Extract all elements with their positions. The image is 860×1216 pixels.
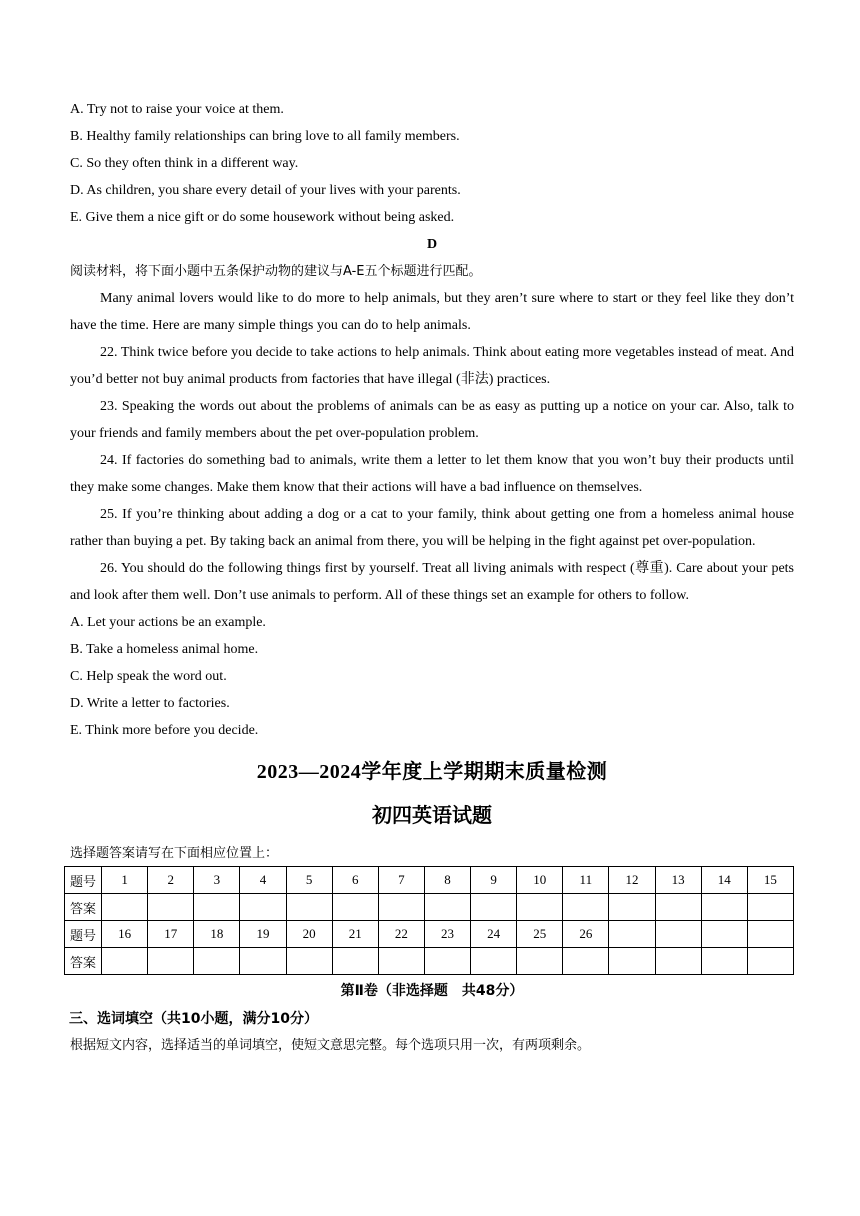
question-number-cell: 22	[378, 921, 424, 948]
question-number-cell: 14	[701, 867, 747, 894]
answer-cell[interactable]	[563, 894, 609, 921]
answer-cell[interactable]	[148, 894, 194, 921]
question-number-cell: 5	[286, 867, 332, 894]
answer-cell	[701, 948, 747, 975]
question-number-cell: 26	[563, 921, 609, 948]
option-line: E. Think more before you decide.	[70, 723, 259, 738]
question-number-cell: 13	[655, 867, 701, 894]
answer-cell[interactable]	[286, 948, 332, 975]
question-number-cell: 17	[148, 921, 194, 948]
option-line: A. Try not to raise your voice at them.	[70, 102, 284, 117]
document-page	[70, 96, 794, 1059]
answer-cell[interactable]	[194, 948, 240, 975]
question-number-cell: 6	[332, 867, 378, 894]
option-line: B. Take a homeless animal home.	[70, 642, 259, 657]
question-number-cell: 25	[517, 921, 563, 948]
answer-cell[interactable]	[424, 894, 470, 921]
question-number-cell: 20	[286, 921, 332, 948]
answer-cell[interactable]	[378, 948, 424, 975]
question-number-cell: 24	[471, 921, 517, 948]
passage-item-25: 25. If you’re thinking about adding a dog or a cat to your family, think about getting one from a homeless animal house rather than buying a pet. By taking back an animal from there, you will be helping in the fight against pet over-population.	[70, 507, 794, 549]
question-number-cell: 21	[332, 921, 378, 948]
answer-cell[interactable]	[701, 894, 747, 921]
table-header-cell: 答案	[65, 948, 102, 975]
question-number-cell: 2	[148, 867, 194, 894]
answer-cell[interactable]	[240, 948, 286, 975]
question-number-cell	[747, 921, 793, 948]
option-line: D. Write a letter to factories.	[70, 696, 230, 711]
passage-item-26: 26. You should do the following things first by yourself. Treat all living animals with respect (尊重). Care about your pets and look after them well. Don’t use animals to perform. All of these things set an example for others to follow.	[70, 561, 794, 603]
question-number-cell: 10	[517, 867, 563, 894]
passage-item-23: 23. Speaking the words out about the problems of animals can be as easy as putting up a notice on your car. Also, talk to your friends and family members about the pet over-population problem.	[70, 399, 794, 441]
answer-table	[64, 866, 794, 975]
answer-cell	[655, 948, 701, 975]
passage-item-22: 22. Think twice before you decide to take actions to help animals. Think about eating more vegetables instead of meat. And you’d better not buy animal products from factories that have illegal (非法) practices.	[70, 345, 794, 387]
question-number-cell: 18	[194, 921, 240, 948]
answer-cell[interactable]	[471, 948, 517, 975]
table-row	[65, 867, 794, 894]
answer-cell[interactable]	[517, 894, 563, 921]
heading-options-list	[70, 609, 794, 744]
table-row	[65, 921, 794, 948]
part2-heading: 第Ⅱ卷（非选择题 共48分）	[340, 983, 524, 999]
question-number-cell	[655, 921, 701, 948]
answer-cell[interactable]	[194, 894, 240, 921]
question-number-cell: 19	[240, 921, 286, 948]
answer-note: 选择题答案请写在下面相应位置上：	[70, 846, 279, 861]
answer-cell[interactable]	[148, 948, 194, 975]
question-number-cell: 1	[102, 867, 148, 894]
answer-cell[interactable]	[747, 894, 793, 921]
answer-cell[interactable]	[102, 948, 148, 975]
question-number-cell: 4	[240, 867, 286, 894]
question-number-cell: 8	[424, 867, 470, 894]
option-line: E. Give them a nice gift or do some housework without being asked.	[70, 210, 455, 225]
answer-cell[interactable]	[102, 894, 148, 921]
option-line: C. So they often think in a different way.	[70, 156, 299, 171]
question-number-cell: 15	[747, 867, 793, 894]
answer-cell[interactable]	[563, 948, 609, 975]
answer-cell[interactable]	[286, 894, 332, 921]
table-header-cell: 题号	[65, 867, 102, 894]
answer-cell[interactable]	[471, 894, 517, 921]
section-letter: D	[426, 237, 438, 252]
table-header-cell: 题号	[65, 921, 102, 948]
exam-subtitle: 初四英语试题	[372, 805, 492, 827]
option-line: C. Help speak the word out.	[70, 669, 227, 684]
answer-cell[interactable]	[332, 894, 378, 921]
question-number-cell: 16	[102, 921, 148, 948]
answer-cell	[747, 948, 793, 975]
passage-intro: Many animal lovers would like to do more to help animals, but they aren’t sure where to start or they feel like they don’t have the time. Here are many simple things you can do to help animals.	[70, 291, 794, 333]
exam-title: 2023—2024学年度上学期期末质量检测	[256, 761, 608, 783]
option-line: D. As children, you share every detail of your lives with your parents.	[70, 183, 461, 198]
answer-cell[interactable]	[609, 894, 655, 921]
passage-item-24: 24. If factories do something bad to animals, write them a letter to let them know that you won’t buy their products until they make some changes. Make them know that their actions will have a bad influence on themselves.	[70, 453, 794, 495]
section3-heading: 三、选词填空（共10小题，满分10分）	[69, 1011, 318, 1027]
table-row	[65, 948, 794, 975]
question-number-cell: 11	[563, 867, 609, 894]
question-number-cell	[701, 921, 747, 948]
question-number-cell: 7	[378, 867, 424, 894]
section-instruction: 阅读材料，将下面小题中五条保护动物的建议与A-E五个标题进行匹配。	[70, 264, 482, 279]
question-number-cell: 9	[471, 867, 517, 894]
question-number-cell: 12	[609, 867, 655, 894]
answer-cell[interactable]	[517, 948, 563, 975]
table-row	[65, 894, 794, 921]
option-line: A. Let your actions be an example.	[70, 615, 266, 630]
answer-cell[interactable]	[332, 948, 378, 975]
previous-options-list	[70, 96, 794, 231]
question-number-cell	[609, 921, 655, 948]
section3-instruction: 根据短文内容，选择适当的单词填空，使短文意思完整。每个选项只用一次，有两项剩余。	[70, 1038, 591, 1053]
question-number-cell: 23	[424, 921, 470, 948]
answer-cell[interactable]	[240, 894, 286, 921]
answer-cell[interactable]	[655, 894, 701, 921]
option-line: B. Healthy family relationships can bring love to all family members.	[70, 129, 460, 144]
answer-cell[interactable]	[378, 894, 424, 921]
question-number-cell: 3	[194, 867, 240, 894]
answer-cell	[609, 948, 655, 975]
table-header-cell: 答案	[65, 894, 102, 921]
answer-cell[interactable]	[424, 948, 470, 975]
